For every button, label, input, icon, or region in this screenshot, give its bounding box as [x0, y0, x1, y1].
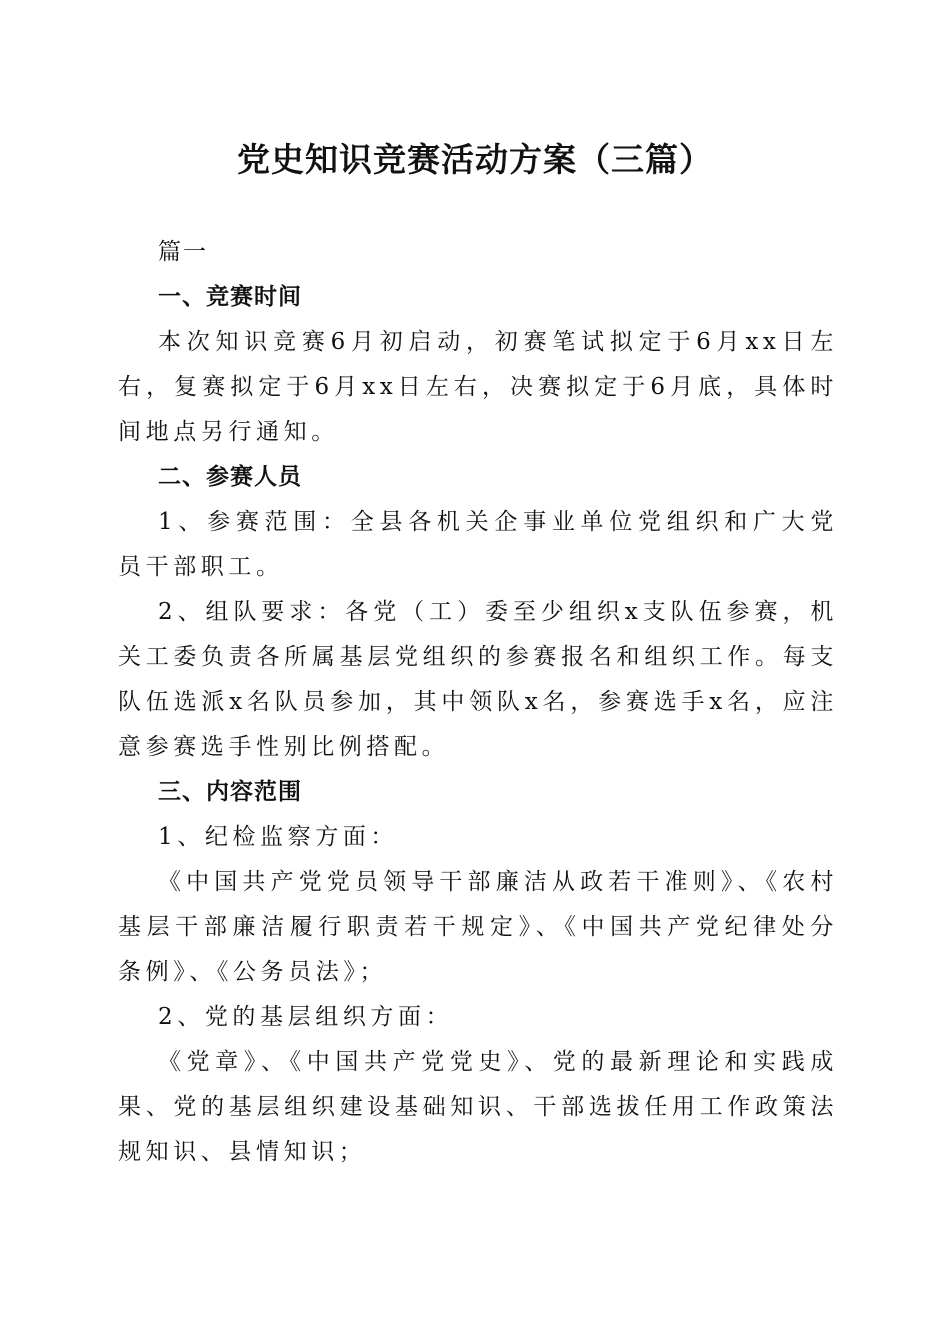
document-title: 党史知识竞赛活动方案（三篇） [237, 140, 713, 179]
section-heading: 二、参赛人员 [158, 464, 302, 490]
paragraph: 1、参赛范围：全县各机关企事业单位党组织和广大党员干部职工。 [118, 509, 838, 580]
section-heading: 一、竞赛时间 [158, 284, 302, 310]
paragraph: 《中国共产党党员领导干部廉洁从政若干准则》、《农村基层干部廉洁履行职责若干规定》、《中国共产党纪律处分条例》、《公务员法》； [118, 869, 838, 985]
section-heading: 三、内容范围 [158, 779, 302, 805]
part-label: 篇一 [158, 239, 208, 265]
paragraph: 2、党的基层组织方面： [158, 1004, 454, 1030]
paragraph: 《党章》、《中国共产党党史》、党的最新理论和实践成果、党的基层组织建设基础知识、干部选拔任用工作政策法规知识、县情知识； [118, 1049, 838, 1165]
document-body [118, 230, 838, 1175]
paragraph: 1、纪检监察方面： [158, 824, 399, 850]
paragraph: 本次知识竞赛6月初启动，初赛笔试拟定于6月xx日左右，复赛拟定于6月xx日左右，决赛拟定于6月底，具体时间地点另行通知。 [118, 329, 838, 445]
paragraph: 2、组队要求：各党（工）委至少组织x支队伍参赛，机关工委负责各所属基层党组织的参赛报名和组织工作。每支队伍选派x名队员参加，其中领队x名，参赛选手x名，应注意参赛选手性别比例搭配。 [118, 599, 838, 760]
